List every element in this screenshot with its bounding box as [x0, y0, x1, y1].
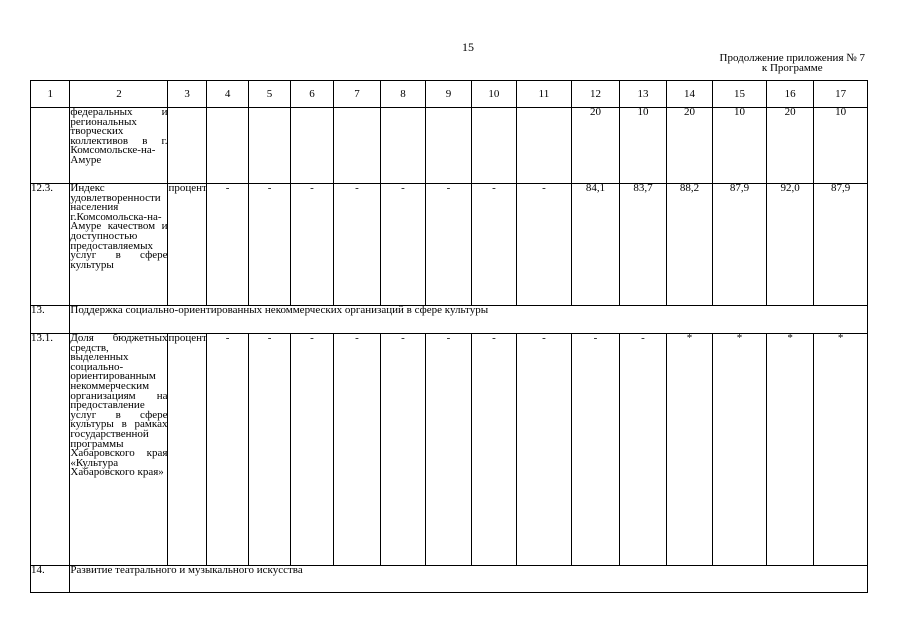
value-cell: [249, 108, 290, 184]
column-header: 3: [168, 81, 206, 108]
value-cell: 20: [571, 108, 620, 184]
column-header-row: [31, 81, 868, 108]
value-cell: 10: [713, 108, 767, 184]
value-cell: 10: [620, 108, 667, 184]
value-cell: 87,9: [814, 184, 868, 306]
row-number: 13.1.: [31, 334, 70, 566]
row-number: [31, 108, 70, 184]
unit-cell: процент: [168, 334, 206, 566]
column-header: 17: [814, 81, 868, 108]
value-cell: [290, 108, 333, 184]
value-cell: -: [517, 334, 572, 566]
value-cell: 10: [814, 108, 868, 184]
value-cell: [517, 108, 572, 184]
value-cell: -: [290, 184, 333, 306]
value-cell: -: [620, 334, 667, 566]
value-cell: -: [380, 184, 425, 306]
value-cell: -: [426, 184, 471, 306]
value-cell: 84,1: [571, 184, 620, 306]
value-cell: *: [814, 334, 868, 566]
column-header: 10: [471, 81, 516, 108]
value-cell: -: [206, 334, 248, 566]
value-cell: *: [666, 334, 713, 566]
column-header: 2: [70, 81, 168, 108]
section-title: Поддержка социально-ориентированных некоммерческих организаций в сфере культуры: [70, 306, 868, 334]
column-header: 15: [713, 81, 767, 108]
row-number: 12.3.: [31, 184, 70, 306]
table-row: [31, 108, 868, 184]
value-cell: -: [380, 334, 425, 566]
value-cell: -: [426, 334, 471, 566]
value-cell: [471, 108, 516, 184]
value-cell: 20: [766, 108, 814, 184]
value-cell: -: [290, 334, 333, 566]
indicator-name: Индекс удовлетворенности населения г.Комсомольска-на-Амуре качеством и доступностью предоставляемых услуг в сфере культуры: [70, 184, 168, 306]
row-number: 13.: [31, 306, 70, 334]
appendix-note-line1: Продолжение приложения № 7: [719, 52, 865, 64]
value-cell: [380, 108, 425, 184]
column-header: 4: [206, 81, 248, 108]
value-cell: -: [471, 334, 516, 566]
column-header: 1: [31, 81, 70, 108]
value-cell: [426, 108, 471, 184]
value-cell: [334, 108, 381, 184]
column-header: 6: [290, 81, 333, 108]
page-number: 15: [462, 40, 474, 54]
appendix-note: [720, 53, 865, 73]
value-cell: -: [334, 334, 381, 566]
value-cell: -: [206, 184, 248, 306]
section-title: Развитие театрального и музыкального искусства: [70, 566, 868, 593]
indicator-name: Доля бюджетных средств, выделенных социально-ориентированным некоммерческим организациям на предоставление услуг в сфере культуры в рамках государственной программы Хабаровского края «Культура Хабаровского края»: [70, 334, 168, 566]
value-cell: -: [471, 184, 516, 306]
table-row: [31, 334, 868, 566]
column-header: 7: [334, 81, 381, 108]
column-header: 14: [666, 81, 713, 108]
column-header: 9: [426, 81, 471, 108]
appendix-note-line2: к Программе: [761, 62, 823, 74]
value-cell: -: [249, 334, 290, 566]
column-header: 8: [380, 81, 425, 108]
section-row: [31, 306, 868, 334]
value-cell: 83,7: [620, 184, 667, 306]
column-header: 16: [766, 81, 814, 108]
indicator-name: федеральных и региональных творческих коллективов в г. Комсомольске-на-Амуре: [70, 108, 168, 184]
value-cell: -: [334, 184, 381, 306]
value-cell: 88,2: [666, 184, 713, 306]
row-number: 14.: [31, 566, 70, 593]
value-cell: [206, 108, 248, 184]
value-cell: 92,0: [766, 184, 814, 306]
value-cell: -: [517, 184, 572, 306]
unit-cell: [168, 108, 206, 184]
column-header: 12: [571, 81, 620, 108]
table-row: [31, 184, 868, 306]
indicators-table: [30, 80, 868, 593]
unit-cell: процент: [168, 184, 206, 306]
column-header: 5: [249, 81, 290, 108]
value-cell: 20: [666, 108, 713, 184]
column-header: 13: [620, 81, 667, 108]
value-cell: -: [571, 334, 620, 566]
value-cell: 87,9: [713, 184, 767, 306]
value-cell: *: [713, 334, 767, 566]
section-row: [31, 566, 868, 593]
value-cell: *: [766, 334, 814, 566]
column-header: 11: [517, 81, 572, 108]
value-cell: -: [249, 184, 290, 306]
